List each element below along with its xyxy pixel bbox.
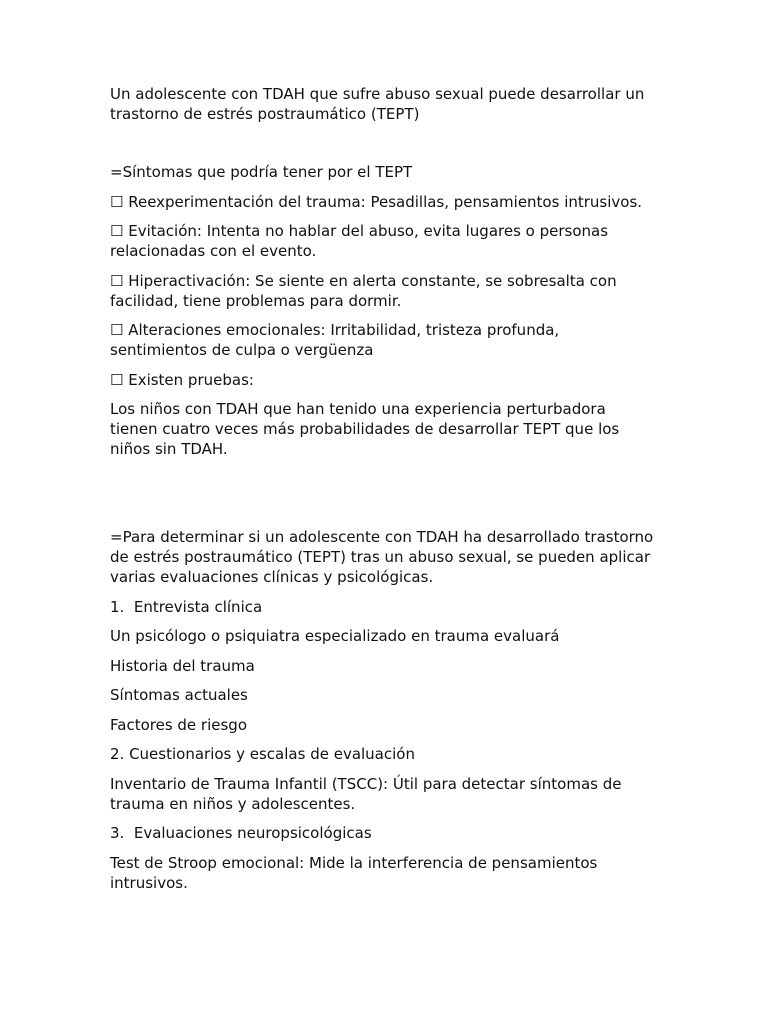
evaluation-line: Inventario de Trauma Infantil (TSCC): Útil para detectar síntomas de trauma en niños y adolescentes.: [110, 774, 627, 813]
evaluation-line: Síntomas actuales: [110, 686, 248, 704]
evaluation-line: 3. Evaluaciones neuropsicológicas: [110, 824, 372, 842]
intro-paragraph: Un adolescente con TDAH que sufre abuso sexual puede desarrollar un trastorno de estrés postraumático (TEPT): [110, 85, 650, 123]
symptoms-heading: =Síntomas que podría tener por el TEPT: [110, 163, 413, 181]
evaluation-line: Factores de riesgo: [110, 715, 247, 734]
symptom-item: ☐ Hiperactivación: Se siente en alerta constante, se sobresalta con facilidad, tiene problemas para dormir.: [110, 271, 622, 310]
evaluation-line: Test de Stroop emocional: Mide la interferencia de pensamientos intrusivos.: [110, 853, 603, 892]
symptom-item: ☐ Existen pruebas:: [110, 370, 254, 389]
evaluation-line: 1. Entrevista clínica: [110, 597, 263, 616]
evaluation-heading: =Para determinar si un adolescente con TDAH ha desarrollado trastorno de estrés postraumático (TEPT) tras un abuso sexual, se pueden aplicar varias evaluaciones clínicas y psicológicas.: [110, 528, 659, 586]
evaluation-line: Un psicólogo o psiquiatra especializado en trauma evaluará: [110, 627, 560, 645]
evidence-paragraph: Los niños con TDAH que han tenido una experiencia perturbadora tienen cuatro veces más probabilidades de desarrollar TEPT que los niños sin TDAH.: [110, 400, 625, 458]
evaluation-line: Historia del trauma: [110, 656, 255, 675]
symptom-item: ☐ Reexperimentación del trauma: Pesadillas, pensamientos intrusivos.: [110, 192, 643, 211]
document-body: [110, 84, 659, 902]
symptom-item: ☐ Evitación: Intenta no hablar del abuso, evita lugares o personas relacionadas con el evento.: [110, 222, 613, 260]
evaluation-line: 2. Cuestionarios y escalas de evaluación: [110, 745, 415, 763]
symptom-item: ☐ Alteraciones emocionales: Irritabilidad, tristeza profunda, sentimientos de culpa o vergüenza: [110, 321, 564, 359]
